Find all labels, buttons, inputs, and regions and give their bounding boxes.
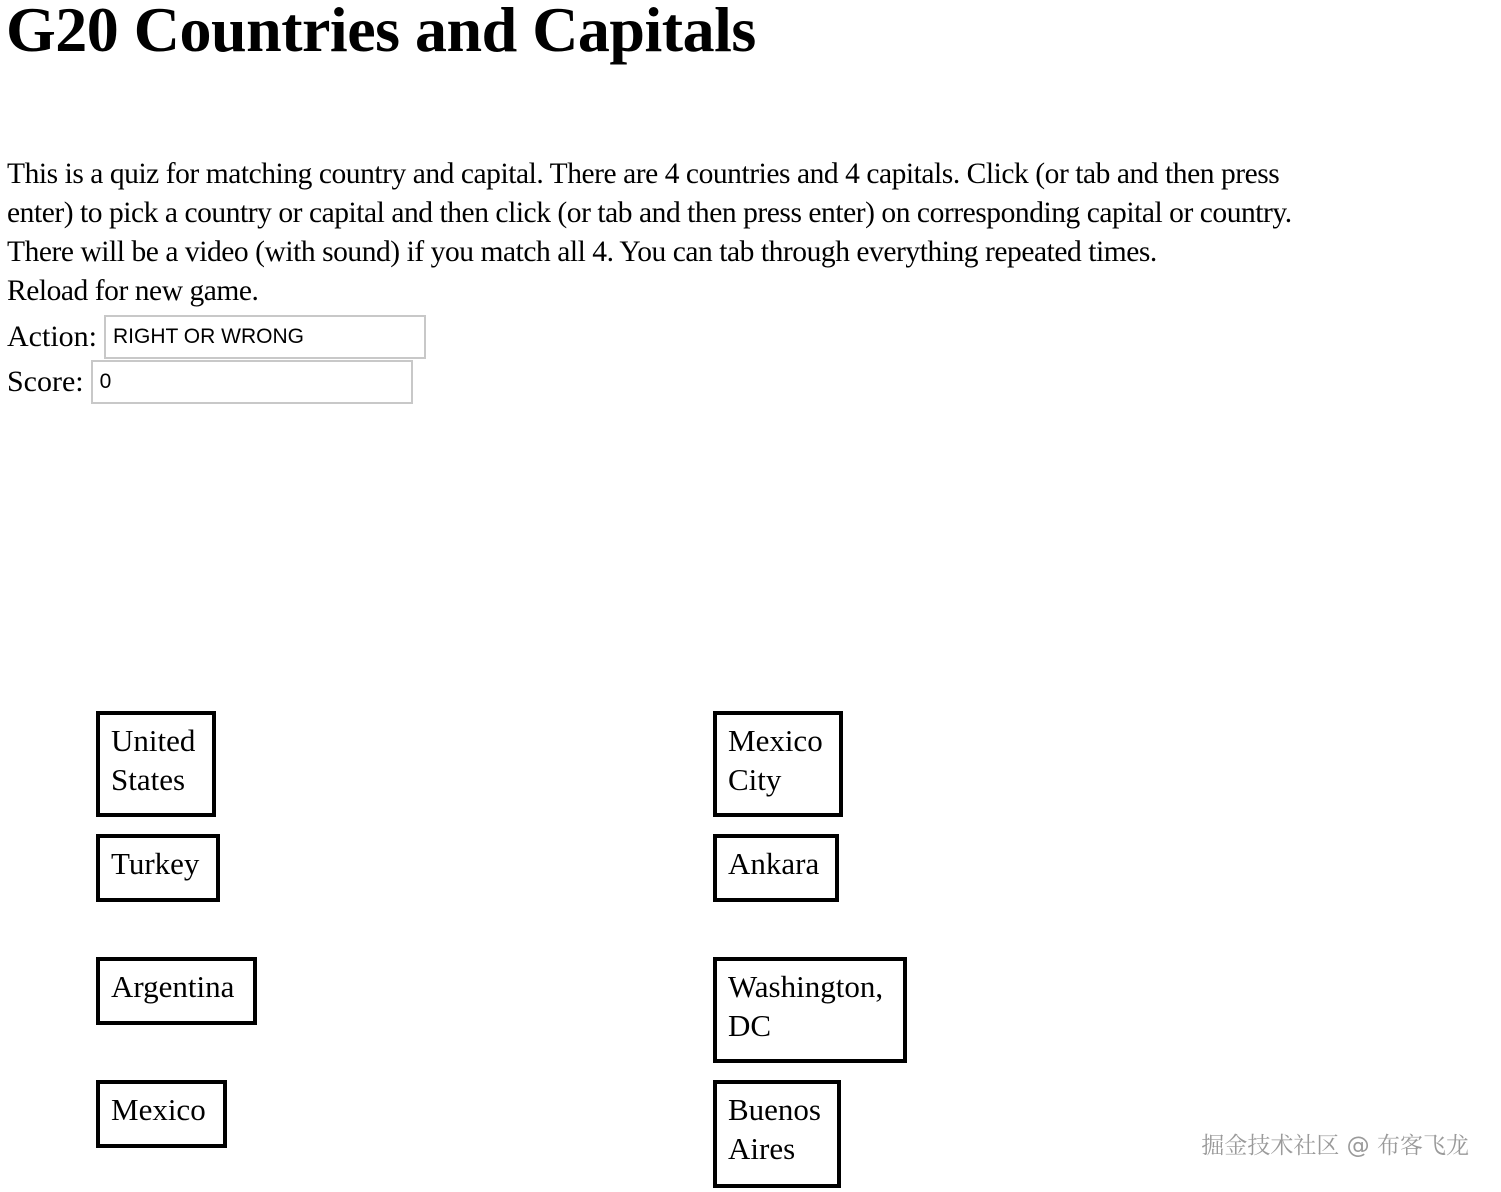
score-row	[7, 360, 413, 404]
card-label-line: Buenos	[728, 1092, 821, 1127]
card-label-line: Turkey	[111, 846, 200, 881]
page-title: G20 Countries and Capitals	[6, 0, 756, 65]
country-card-argentina[interactable]	[96, 957, 257, 1025]
instructions-line: There will be a video (with sound) if you match all 4. You can tab through everything repeated times.	[7, 236, 1157, 268]
capital-card-mexico-city[interactable]	[713, 711, 843, 817]
action-label: Action:	[7, 320, 97, 353]
action-field[interactable]	[104, 315, 426, 359]
instructions-line: Reload for new game.	[7, 275, 259, 307]
country-card-turkey[interactable]	[96, 834, 220, 902]
card-label-line: United	[111, 723, 196, 758]
capital-card-washington-dc[interactable]	[713, 957, 907, 1063]
card-label-line: Ankara	[728, 846, 820, 881]
card-label-line: City	[728, 762, 782, 797]
card-label-line: Argentina	[111, 969, 235, 1004]
card-label-line: Mexico	[111, 1092, 206, 1127]
instructions	[7, 155, 1501, 311]
score-label: Score:	[7, 365, 84, 398]
card-label-line: Washington,	[728, 969, 884, 1004]
capital-card-ankara[interactable]	[713, 834, 839, 902]
watermark: 掘金技术社区 @ 布客飞龙	[1201, 1133, 1469, 1159]
card-label-line: DC	[728, 1008, 772, 1043]
capital-card-buenos-aires[interactable]	[713, 1080, 841, 1188]
country-card-united-states[interactable]	[96, 711, 216, 817]
country-card-mexico[interactable]	[96, 1080, 227, 1148]
card-label-line: Mexico	[728, 723, 823, 758]
card-label-line: States	[111, 762, 186, 797]
action-row	[7, 315, 426, 359]
instructions-line: enter) to pick a country or capital and then click (or tab and then press enter) on corresponding capital or country.	[7, 197, 1292, 229]
card-label-line: Aires	[728, 1131, 796, 1166]
instructions-line: This is a quiz for matching country and capital. There are 4 countries and 4 capitals. Click (or tab and then press	[7, 158, 1280, 190]
score-field[interactable]	[91, 360, 413, 404]
